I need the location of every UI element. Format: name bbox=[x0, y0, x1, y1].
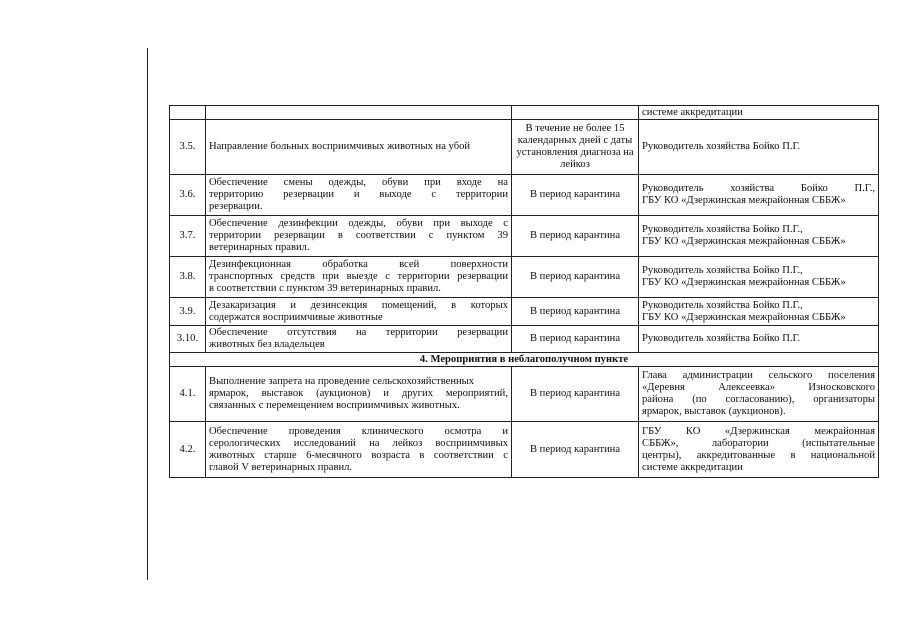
item-number: 3.8. bbox=[170, 257, 206, 298]
action-line: в соответствии с пунктом 39 ветеринарных правил. bbox=[209, 283, 441, 294]
section-header-row bbox=[170, 353, 879, 367]
responsible-cell: системе аккредитации bbox=[639, 106, 879, 120]
measures-table bbox=[169, 105, 879, 478]
term-cell: В период карантина bbox=[512, 257, 639, 298]
table-row bbox=[170, 216, 879, 257]
action-line: Обеспечение смены одежды, обуви при входе на bbox=[209, 177, 508, 188]
responsible-cell: Руководитель хозяйства Бойко П.Г. bbox=[639, 120, 879, 175]
responsible-line: ГБУ КО «Дзержинская межрайонная СББЖ» bbox=[642, 236, 846, 247]
action-cell bbox=[206, 367, 512, 422]
responsible-cell bbox=[639, 257, 879, 298]
responsible-cell bbox=[639, 175, 879, 216]
action-cell bbox=[206, 422, 512, 478]
section-title: 4. Мероприятия в неблагополучном пункте bbox=[170, 353, 879, 367]
item-number: 3.10. bbox=[170, 326, 206, 353]
action-cell bbox=[206, 298, 512, 326]
table-row bbox=[170, 106, 879, 120]
term-cell: В период карантина bbox=[512, 326, 639, 353]
action-cell bbox=[206, 216, 512, 257]
responsible-line: Руководитель хозяйства Бойко П.Г., bbox=[642, 299, 803, 311]
responsible-cell bbox=[639, 367, 879, 422]
action-line: содержатся восприимчивые животные bbox=[209, 311, 383, 323]
responsible-line: центры), аккредитованные в национальной bbox=[642, 449, 875, 461]
item-number: 3.5. bbox=[170, 120, 206, 175]
responsible-line: района (по согласованию), организаторы bbox=[642, 394, 875, 405]
term-cell: В период карантина bbox=[512, 367, 639, 422]
responsible-cell bbox=[639, 298, 879, 326]
item-number: 4.1. bbox=[170, 367, 206, 422]
responsible-line: ярмарок, выставок (аукционов). bbox=[642, 406, 786, 417]
action-cell bbox=[206, 326, 512, 353]
responsible-line: системе аккредитации bbox=[642, 461, 743, 473]
responsible-cell bbox=[639, 422, 879, 478]
action-cell bbox=[206, 257, 512, 298]
responsible-line: Руководитель хозяйства Бойко П.Г., bbox=[642, 224, 803, 235]
responsible-line: ГБУ КО «Дзержинская межрайонная СББЖ» bbox=[642, 195, 846, 206]
responsible-line: ГБУ КО «Дзержинская межрайонная СББЖ» bbox=[642, 277, 846, 288]
item-number: 4.2. bbox=[170, 422, 206, 478]
action-line: Обеспечение отсутствия на территории резервации bbox=[209, 327, 508, 338]
responsible-line: Руководитель хозяйства Бойко П.Г., bbox=[642, 265, 803, 276]
table-row bbox=[170, 298, 879, 326]
action-line: территории резервации в соответствии с пунктом 39 bbox=[209, 230, 508, 241]
action-line: Дезинфекционная обработка всей поверхности bbox=[209, 259, 508, 270]
responsible-cell bbox=[639, 216, 879, 257]
action-line: животных без владельцев bbox=[209, 339, 325, 350]
responsible-cell: Руководитель хозяйства Бойко П.Г. bbox=[639, 326, 879, 353]
action-line: Обеспечение проведения клинического осмотра и bbox=[209, 425, 508, 437]
page-margin-line bbox=[147, 48, 148, 580]
table-row bbox=[170, 367, 879, 422]
action-line: ветеринарных правил. bbox=[209, 242, 310, 253]
action-line: связанных с перемещением восприимчивых животных. bbox=[209, 400, 460, 411]
action-line: транспортных средств при выезде с территории резервации bbox=[209, 271, 508, 282]
action-line: животных старше 6-месячного возраста в соответствии с bbox=[209, 449, 508, 461]
action-line: территорию резервации и выходе с территории bbox=[209, 189, 508, 200]
term-cell: В период карантина bbox=[512, 175, 639, 216]
action-line: Выполнение запрета на проведение сельскохозяйственных bbox=[209, 376, 475, 387]
action-line: ярмарок, выставок (аукционов) и других мероприятий, bbox=[209, 388, 508, 399]
responsible-line: СББЖ», лаборатории (испытательные bbox=[642, 437, 875, 449]
item-number: 3.7. bbox=[170, 216, 206, 257]
action-line: Дезакаризация и дезинсекция помещений, в которых bbox=[209, 299, 508, 311]
item-number: 3.6. bbox=[170, 175, 206, 216]
table-row bbox=[170, 422, 879, 478]
table-row bbox=[170, 257, 879, 298]
term-cell: В период карантина bbox=[512, 422, 639, 478]
responsible-line: ГБУ КО «Дзержинская межрайонная СББЖ» bbox=[642, 311, 846, 323]
action-line: серологических исследований на лейкоз восприимчивых bbox=[209, 437, 508, 449]
responsible-line: «Деревня Алексеевка» Износковского bbox=[642, 382, 875, 393]
table-row bbox=[170, 326, 879, 353]
responsible-line: ГБУ КО «Дзержинская межрайонная bbox=[642, 425, 875, 437]
term-cell: В период карантина bbox=[512, 298, 639, 326]
table-row bbox=[170, 175, 879, 216]
table-row bbox=[170, 120, 879, 175]
action-line: резервации. bbox=[209, 201, 263, 212]
responsible-line: Глава администрации сельского поселения bbox=[642, 370, 875, 381]
responsible-line: Руководитель хозяйства Бойко П.Г., bbox=[642, 183, 875, 194]
action-line: Обеспечение дезинфекции одежды, обуви при выходе с bbox=[209, 218, 508, 229]
action-line: главой V ветеринарных правил. bbox=[209, 461, 353, 473]
term-cell: В течение не более 15 календарных дней с даты установления диагноза на лейкоз bbox=[512, 120, 639, 175]
term-cell: В период карантина bbox=[512, 216, 639, 257]
item-number: 3.9. bbox=[170, 298, 206, 326]
action-cell bbox=[206, 175, 512, 216]
action-cell: Направление больных восприимчивых животных на убой bbox=[206, 120, 512, 175]
